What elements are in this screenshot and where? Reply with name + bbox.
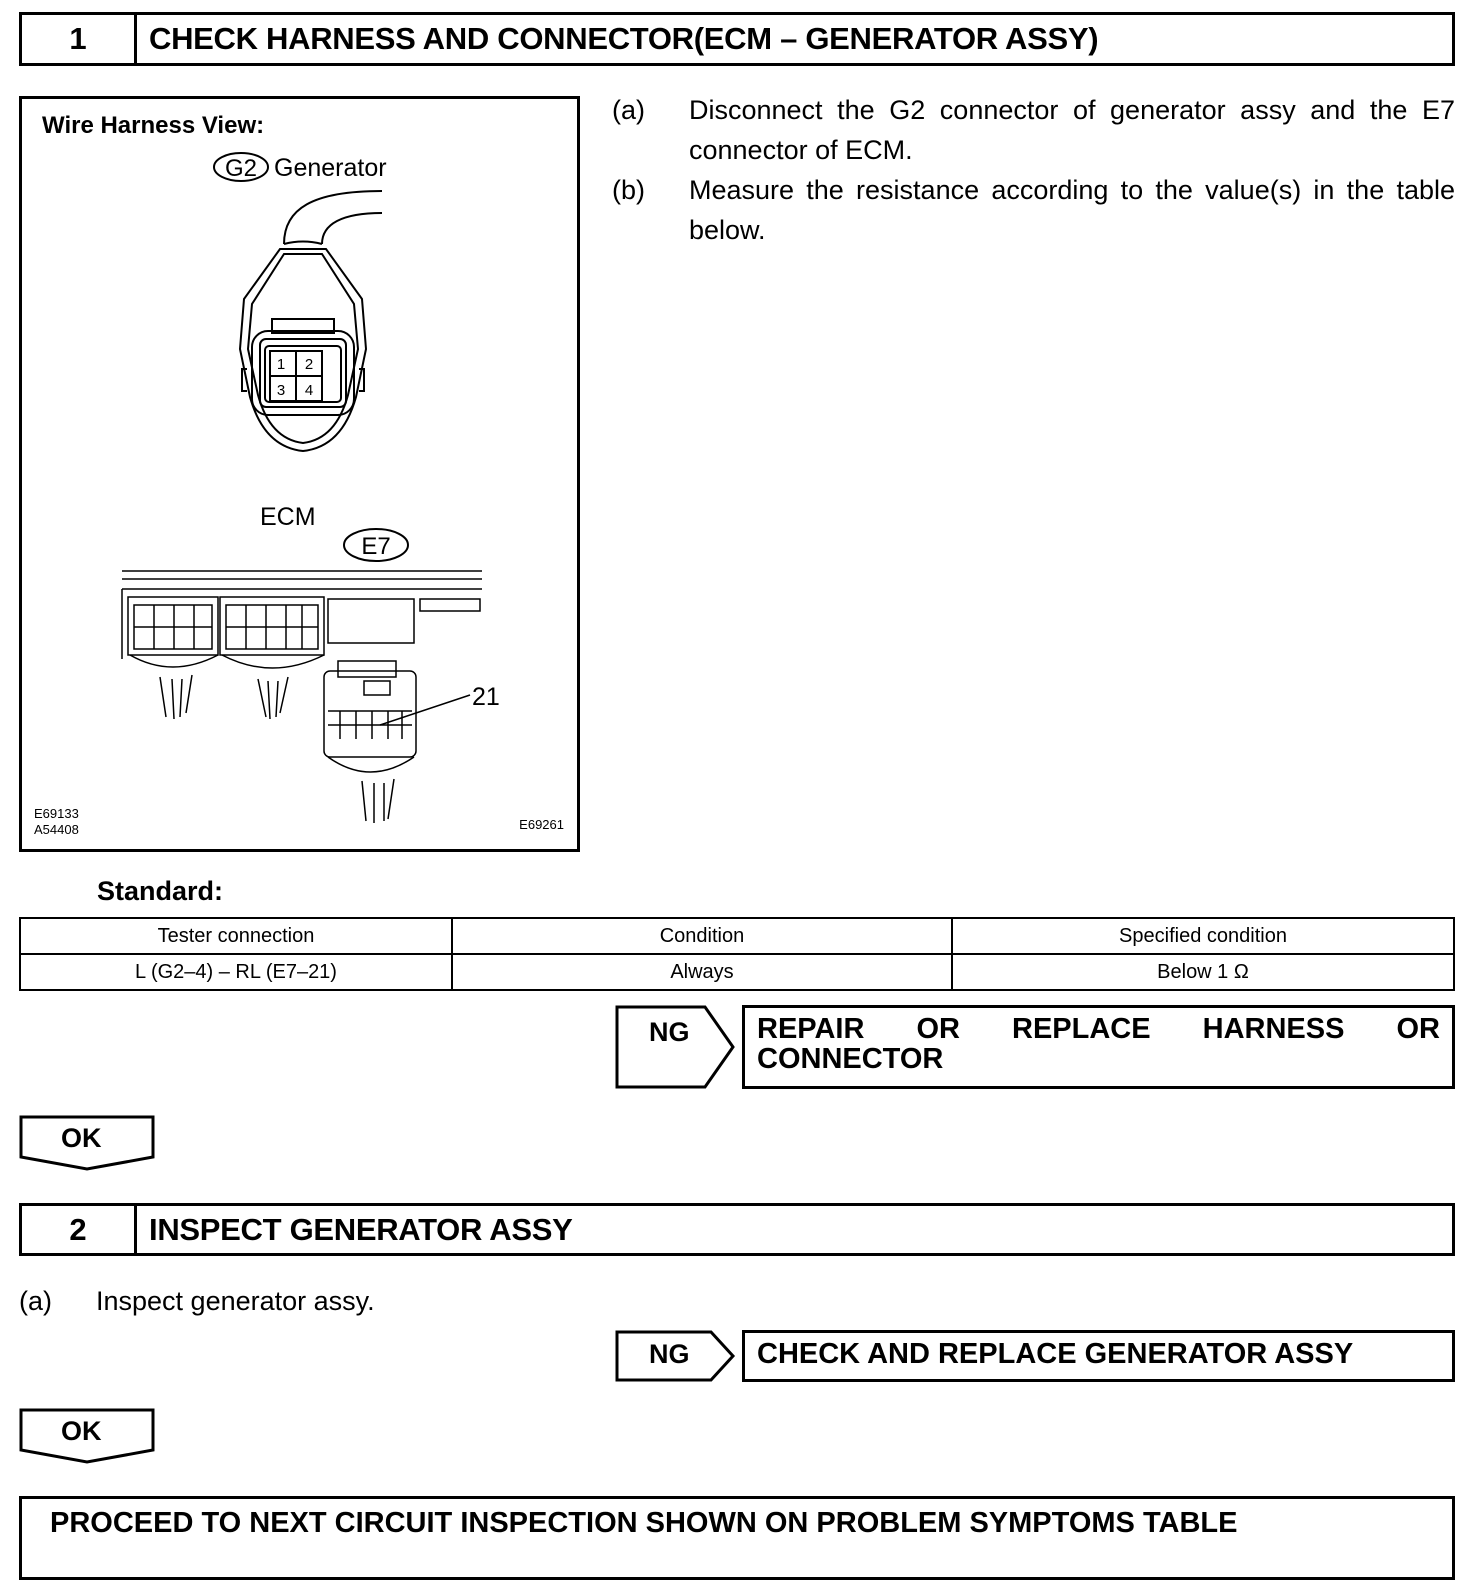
instruction-item — [612, 90, 1455, 170]
instruction-mark: (a) — [19, 1286, 52, 1316]
ok-arrow-1 — [19, 1115, 157, 1171]
instruction-item — [19, 1281, 819, 1321]
instruction-text: Inspect generator assy. — [96, 1286, 375, 1316]
table-row — [20, 954, 1454, 990]
ok-arrow-2 — [19, 1408, 157, 1464]
table-cell: L (G2–4) – RL (E7–21) — [20, 954, 452, 990]
step-title: INSPECT GENERATOR ASSY — [149, 1211, 573, 1247]
ecm-drawing — [122, 571, 482, 823]
ng-label: NG — [649, 1339, 690, 1369]
step-number: 2 — [22, 1206, 137, 1253]
ok-label: OK — [61, 1416, 102, 1446]
ng-result-word: OR — [916, 1013, 960, 1045]
step2-instruction — [19, 1281, 819, 1321]
ng-result-line — [757, 1014, 1440, 1044]
ng-result-box-2 — [742, 1330, 1455, 1382]
ng-arrow-1 — [615, 1005, 737, 1089]
instruction-mark: (a) — [612, 95, 645, 125]
step-title: CHECK HARNESS AND CONNECTOR(ECM – GENERATOR ASSY) — [149, 21, 1099, 56]
figure-title: Wire Harness View: — [42, 112, 265, 139]
g2-label: Generator — [274, 154, 387, 182]
pin-4: 4 — [304, 382, 314, 399]
spec-table — [19, 917, 1455, 991]
instruction-mark: (b) — [612, 175, 645, 205]
ng-label: NG — [649, 1017, 690, 1047]
instruction-text: Measure the resistance according to the value(s) in the table below. — [689, 175, 1455, 245]
spec-table-wrapper — [19, 917, 1455, 991]
pin-callout: 21 — [472, 683, 500, 711]
step-number: 1 — [22, 15, 137, 63]
instruction-text: Disconnect the G2 connector of generator assy and the E7 connector of ECM. — [689, 95, 1455, 165]
table-cell: Below 1 Ω — [952, 954, 1454, 990]
pin-3: 3 — [276, 382, 286, 399]
final-instruction-text: PROCEED TO NEXT CIRCUIT INSPECTION SHOWN ON PROBLEM SYMPTOMS TABLE — [50, 1507, 1238, 1539]
step-2-header — [19, 1203, 1455, 1256]
ng-result-word: HARNESS — [1202, 1013, 1345, 1045]
ng-arrow-2 — [615, 1330, 737, 1382]
instruction-list — [612, 90, 1455, 250]
ng-result-word: OR — [1396, 1013, 1440, 1045]
wire-harness-figure — [19, 96, 580, 852]
e7-code: E7 — [361, 533, 391, 560]
ng-result-box-1 — [742, 1005, 1455, 1089]
pin-2: 2 — [304, 356, 314, 373]
ng-result-word: REPAIR — [757, 1013, 865, 1045]
instruction-item — [612, 170, 1455, 250]
figure-code-left-1: E69133 — [34, 806, 79, 821]
ng-result-line-2: CONNECTOR — [757, 1043, 944, 1075]
table-cell: Always — [452, 954, 952, 990]
g2-connector-drawing — [240, 191, 382, 451]
final-instruction-box — [19, 1496, 1455, 1580]
g2-code: G2 — [224, 155, 258, 182]
table-header-row — [20, 918, 1454, 954]
ng-result-word: REPLACE — [1012, 1013, 1151, 1045]
pin-1: 1 — [276, 356, 286, 373]
table-header: Condition — [452, 918, 952, 954]
step-1-header — [19, 12, 1455, 66]
table-header: Specified condition — [952, 918, 1454, 954]
wire-harness-diagram — [22, 99, 577, 849]
figure-code-right: E69261 — [519, 817, 564, 832]
ng-result-text: CHECK AND REPLACE GENERATOR ASSY — [757, 1338, 1354, 1370]
table-header: Tester connection — [20, 918, 452, 954]
ok-label: OK — [61, 1123, 102, 1153]
standard-label: Standard: — [97, 876, 224, 906]
figure-code-left-2: A54408 — [34, 822, 79, 837]
ecm-label: ECM — [260, 503, 316, 531]
